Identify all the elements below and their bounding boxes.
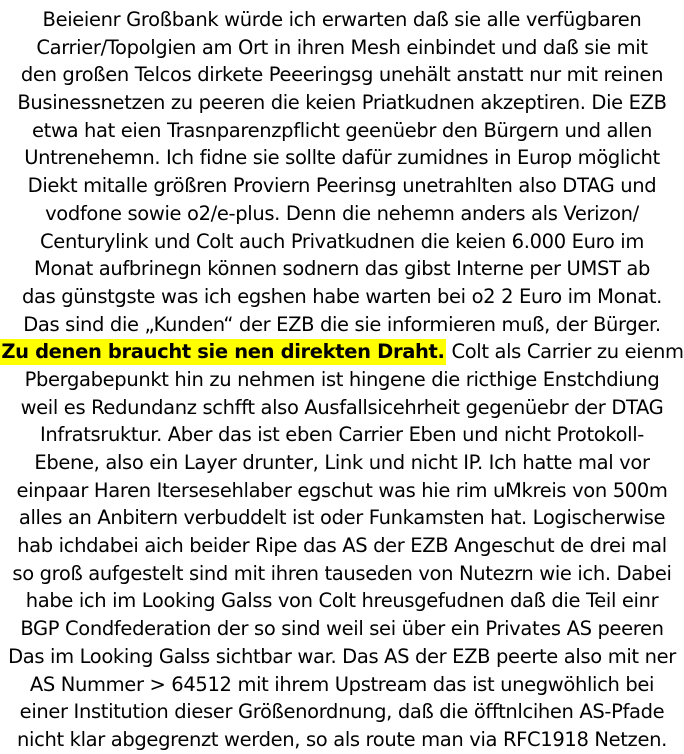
text-line-3: den großen Telcos dirkete Peeeringsg unehält anstatt nur mit reinen [20,63,664,87]
text-line-6: Untrenehemn. Ich fidne sie sollte dafür zumidnes in Europ möglicht [24,146,660,170]
text-line-21: so groß aufgestelt sind mit ihren tauseden von Nutezrn wie ich. Dabei [12,561,672,585]
text-line-22: habe ich im Looking Galss von Colt hreusgefudnen daß die Teil einr [25,589,659,613]
text-line-1: Beieienr Großbank würde ich erwarten daß sie alle verfügbaren [42,8,642,31]
text-line-13 [0,338,684,366]
text-line-2: Carrier/Topolgien am Ort in ihren Mesh einbindet und daß sie mit [36,35,648,59]
text-line-8: vodfone sowie o2/e-plus. Denn die nehemn anders als Verizon/ [45,201,639,225]
text-line-19: alles an Anbitern verbuddelt ist oder Funkamsten hat. Logischerwise [18,506,666,530]
text-line-7: Diekt mitalle größren Proviern Peerinsg unetrahlten also DTAG und [27,174,657,198]
text-line-25: AS Nummer > 64512 mit ihrem Upstream das ist unegwöhlich bei [29,672,655,696]
text-line-13-rest: Colt als Carrier zu eienm [445,340,684,364]
text-line-27: nicht klar abgegrenzt werden, so als route man via RFC1918 Netzen. [17,727,667,751]
text-line-20: hab ichdabei aich beider Ripe das AS der EZB Angeschut de drei mal [17,534,667,558]
text-line-12: Das sind die „Kunden“ der EZB die sie informieren muß, der Bürger. [23,312,661,336]
text-line-14: Pbergabepunkt hin zu nehmen ist hingene die ricthige Enstchdiung [24,367,660,391]
text-line-18: einpaar Haren Itersesehlaber egschut was hie rim uMkreis von 500m [16,478,668,502]
text-line-17: Ebene, also ein Layer drunter, Link und nicht IP. Ich hatte mal vor [34,451,650,474]
text-line-5: etwa hat eien Trasnparenzpflicht geenüebr den Bürgern und allen [32,118,652,142]
text-line-15: weil es Redundanz schfft also Ausfallsicehrheit gegenüebr der DTAG [20,395,664,419]
text-line-4: Businessnetzen zu peeren die keien Priatkudnen akzeptiren. Die EZB [17,91,667,115]
text-line-16: Infratsruktur. Aber das ist eben Carrier Eben und nicht Protokoll- [40,423,644,447]
text-line-23: BGP Condfederation der so sind weil sei über ein Privates AS peeren [20,617,664,641]
text-line-10: Monat aufbrinegn können sodnern das gibst Interne per UMST ab [33,257,651,281]
text-line-9: Centurylink und Colt auch Privatkudnen die keien 6.000 Euro im [40,229,644,253]
text-line-24: Das im Looking Galss sichtbar war. Das AS der EZB peerte also mit ner [8,644,676,668]
text-line-26: einer Institution dieser Größenordnung, daß die öfftnlcihen AS-Pfade [19,700,665,724]
highlighted-sentence: Zu denen braucht sie nen direkten Draht. [1,340,445,364]
text-line-11: das günstgste was ich egshen habe warten bei o2 2 Euro im Monat. [21,284,662,308]
